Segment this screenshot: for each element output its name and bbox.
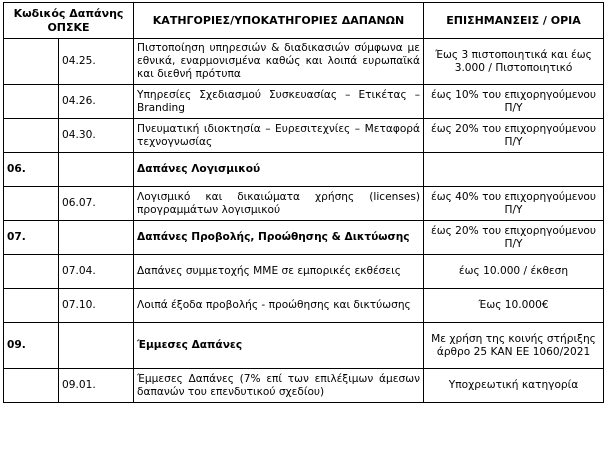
section-number: 07. bbox=[4, 221, 59, 255]
expense-code bbox=[59, 221, 134, 255]
expense-code: 07.10. bbox=[59, 289, 134, 323]
header-expense-code: Κωδικός Δαπάνης ΟΠΣΚΕ bbox=[4, 3, 134, 39]
expense-code: 04.25. bbox=[59, 39, 134, 85]
table-row bbox=[4, 85, 604, 119]
header-categories: ΚΑΤΗΓΟΡΙΕΣ/ΥΠΟΚΑΤΗΓΟΡΙΕΣ ΔΑΠΑΝΩΝ bbox=[134, 3, 424, 39]
section-cell bbox=[4, 39, 59, 85]
expense-note: Έως 3 πιστοποιητικά και έως 3.000 / Πιστοποιητικό bbox=[424, 39, 604, 85]
expense-category: Έμμεσες Δαπάνες (7% επί των επιλέξιμων άμεσων δαπανών του επενδυτικού σχεδίου) bbox=[134, 369, 424, 403]
section-cell bbox=[4, 187, 59, 221]
expense-note: έως 20% του επιχορηγούμενου Π/Υ bbox=[424, 221, 604, 255]
section-row bbox=[4, 323, 604, 369]
section-cell bbox=[4, 255, 59, 289]
expense-category: Λογισμικό και δικαιώματα χρήσης (licenses) προγραμμάτων λογισμικού bbox=[134, 187, 424, 221]
expense-category: Πνευματική ιδιοκτησία – Ευρεσιτεχνίες – Μεταφορά τεχνογνωσίας bbox=[134, 119, 424, 153]
expense-code: 06.07. bbox=[59, 187, 134, 221]
section-cell bbox=[4, 119, 59, 153]
section-cell bbox=[4, 289, 59, 323]
expense-note bbox=[424, 153, 604, 187]
expense-code: 04.26. bbox=[59, 85, 134, 119]
expense-code bbox=[59, 153, 134, 187]
expense-category: Υπηρεσίες Σχεδιασμού Συσκευασίας – Ετικέτας – Branding bbox=[134, 85, 424, 119]
section-cell bbox=[4, 369, 59, 403]
expense-category: Δαπάνες συμμετοχής ΜΜΕ σε εμπορικές εκθέσεις bbox=[134, 255, 424, 289]
header-notes-limits: ΕΠΙΣΗΜΑΝΣΕΙΣ / ΟΡΙΑ bbox=[424, 3, 604, 39]
section-number: 09. bbox=[4, 323, 59, 369]
expense-note: έως 20% του επιχορηγούμενου Π/Υ bbox=[424, 119, 604, 153]
expense-note: έως 10.000 / έκθεση bbox=[424, 255, 604, 289]
table-row bbox=[4, 119, 604, 153]
expense-category: Πιστοποίηση υπηρεσιών & διαδικασιών σύμφωνα με εθνικά, εναρμονισμένα καθώς και λοιπά ευρωπαϊκά και διεθνή πρότυπα bbox=[134, 39, 424, 85]
table-row bbox=[4, 187, 604, 221]
expense-note: έως 40% του επιχορηγούμενου Π/Υ bbox=[424, 187, 604, 221]
section-number: 06. bbox=[4, 153, 59, 187]
expense-note: Υποχρεωτική κατηγορία bbox=[424, 369, 604, 403]
expense-note: Με χρήση της κοινής στήριξης άρθρο 25 ΚΑΝ ΕΕ 1060/2021 bbox=[424, 323, 604, 369]
section-title: Δαπάνες Λογισμικού bbox=[134, 153, 424, 187]
section-row bbox=[4, 153, 604, 187]
expense-categories-table bbox=[3, 2, 604, 403]
expense-category: Λοιπά έξοδα προβολής - προώθησης και δικτύωσης bbox=[134, 289, 424, 323]
table-header-row bbox=[4, 3, 604, 39]
expense-note: έως 10% του επιχορηγούμενου Π/Υ bbox=[424, 85, 604, 119]
section-row bbox=[4, 221, 604, 255]
expense-code bbox=[59, 323, 134, 369]
section-cell bbox=[4, 85, 59, 119]
expense-code: 07.04. bbox=[59, 255, 134, 289]
expense-code: 09.01. bbox=[59, 369, 134, 403]
expense-note: Έως 10.000€ bbox=[424, 289, 604, 323]
table-row bbox=[4, 369, 604, 403]
section-title: Δαπάνες Προβολής, Προώθησης & Δικτύωσης bbox=[134, 221, 424, 255]
section-title: Έμμεσες Δαπάνες bbox=[134, 323, 424, 369]
table-row bbox=[4, 39, 604, 85]
expense-code: 04.30. bbox=[59, 119, 134, 153]
table-row bbox=[4, 289, 604, 323]
table-row bbox=[4, 255, 604, 289]
